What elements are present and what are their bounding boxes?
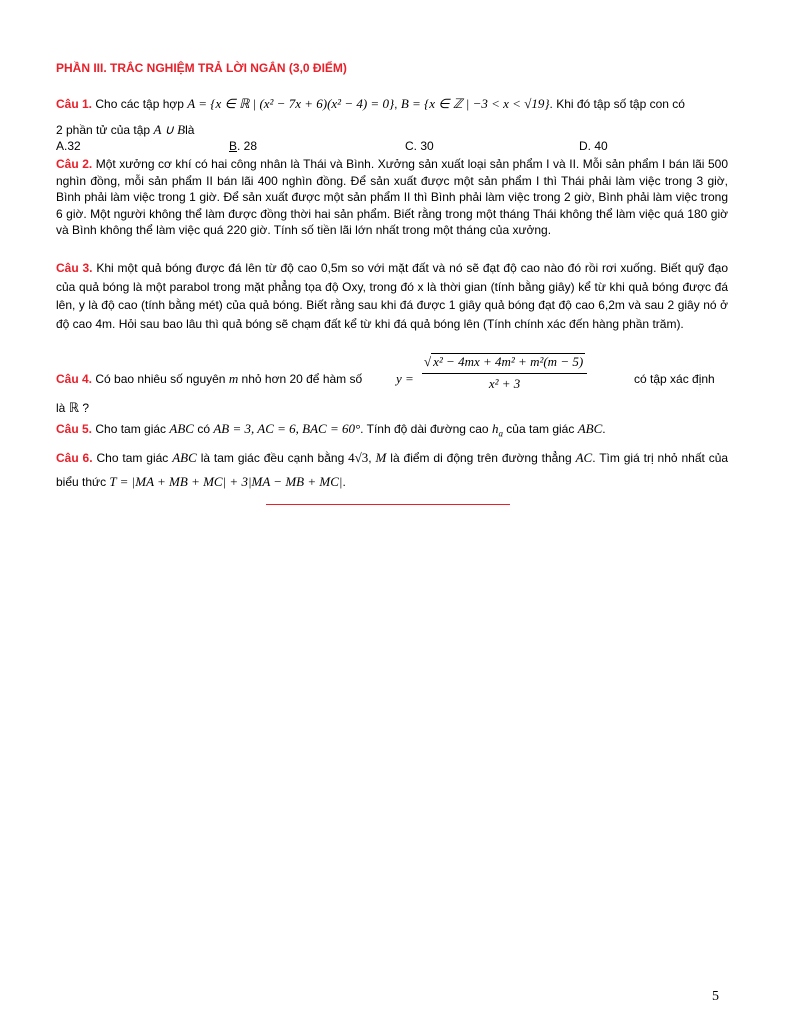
question-text: là điểm di động trên đường thẳng — [390, 451, 572, 465]
triangle-name: ABC — [172, 450, 197, 465]
question-text: có — [197, 422, 210, 436]
question-label: Câu 1. — [56, 97, 93, 111]
triangle-conditions: AB = 3, AC = 6, BAC = 60° — [213, 421, 361, 436]
fraction-denominator: x² + 3 — [488, 375, 521, 391]
question-text: Cho tam giác — [95, 422, 167, 436]
question-text: . Tìm giá trị nhỏ nhất của biểu thức — [56, 451, 729, 489]
question-text: 2 phần tử của tập — [56, 123, 151, 137]
question-3 — [56, 259, 728, 333]
question-2 — [56, 156, 728, 239]
question-text: . Tính độ dài đường cao — [360, 422, 489, 436]
side-length: 4√3 — [348, 450, 369, 465]
option-a[interactable]: A.32 — [56, 139, 81, 153]
option-b-value: . 28 — [237, 139, 258, 153]
section-title: PHẦN III. TRẮC NGHIỆM TRẢ LỜI NGẮN (3,0 ĐIỂM) — [56, 61, 347, 75]
option-c[interactable]: C. 30 — [405, 139, 434, 153]
question-label: Câu 3. — [56, 261, 93, 275]
question-text: của tam giác — [506, 422, 575, 436]
function-y: y = — [396, 371, 414, 386]
variable-m: m — [228, 371, 239, 386]
question-4 — [56, 352, 728, 396]
question-text: nhỏ hơn 20 để hàm số — [241, 372, 363, 386]
question-1-line-2 — [56, 122, 728, 139]
fraction-numerator: √ x² − 4mx + 4m² + m²(m − 5) — [422, 354, 587, 374]
question-text: là — [56, 401, 66, 415]
expression-t: T = |MA + MB + MC| + 3|MA − MB + MC| — [109, 474, 343, 489]
question-text: . — [602, 422, 606, 436]
question-text: Cho tam giác — [96, 451, 169, 465]
line-ac: AC — [575, 450, 593, 465]
question-text: . — [342, 475, 346, 489]
question-text: . Khi đó tập số tập con có — [549, 97, 685, 111]
altitude-symbol: $h_a$ — [491, 421, 503, 439]
option-b-letter: B — [229, 139, 238, 153]
question-text: là — [185, 123, 195, 137]
question-label: Câu 6. — [56, 451, 93, 465]
set-a-formula: A = {x ∈ ℝ | (x² − 7x + 6)(x² − 4) = 0} — [187, 96, 395, 111]
point-m: M — [375, 450, 387, 465]
question-text: có tập xác định — [634, 372, 715, 386]
option-d[interactable]: D. 40 — [579, 139, 608, 153]
question-text: là tam giác đều cạnh bằng — [200, 451, 345, 465]
union-formula: A ∪ B — [153, 122, 186, 137]
question-text: , — [368, 451, 372, 465]
function-fraction — [422, 354, 587, 392]
question-4-line-2 — [56, 400, 728, 417]
set-b-formula: B = {x ∈ ℤ | −3 < x < √19} — [400, 96, 550, 111]
page-number: 5 — [712, 989, 719, 1004]
divider — [266, 504, 510, 505]
domain-set: ℝ — [68, 400, 79, 415]
question-label: Câu 5. — [56, 422, 93, 436]
comma: , — [394, 97, 398, 111]
triangle-name: ABC — [577, 421, 603, 436]
question-label: Câu 4. — [56, 372, 93, 386]
question-text: Có bao nhiêu số nguyên — [95, 372, 226, 386]
question-text: ? — [82, 401, 90, 415]
question-label: Câu 2. — [56, 157, 93, 171]
question-6 — [56, 446, 728, 494]
question-text: Khi một quả bóng được đá lên từ độ cao 0,5m so với mặt đất và nó sẽ đạt độ cao nào đó rồi rơi xuống. Biết quỹ đạo của quả bóng là một parabol trong mặt phẳng tọa độ Oxy, trong đó x là thời gian (tính bằng giây) kể từ khi quả bóng được đá lên, y là độ cao (tính bằng mét) của quả bóng. Biết rằng sau khi đá được 1 giây quả bóng đạt độ cao 6,2m và sau 2 giây nó ở độ cao 4m. Hỏi sau bao lâu thì quả bóng sẽ chạm đất kể từ khi đá quả bóng lên (Tính chính xác đến hàng phần trăm). — [56, 261, 728, 331]
question-5 — [56, 421, 728, 442]
question-text: Cho các tập hợp — [95, 97, 184, 111]
question-text: Một xưởng cơ khí có hai công nhân là Thái và Bình. Xưởng sản xuất loại sản phẩm I và II. Mỗi sản phẩm I bán lãi 500 nghìn đồng, mỗi sản phẩm II bán lãi 400 nghìn đồng. Để sản xuất được một sản phẩm I thì Thái phải làm việc trong 3 giờ, Bình phải làm việc trong 1 giờ. Để sản xuất được một sản phẩm II thì Bình phải làm việc trong 2 giờ, Bình phải làm việc trong 6 giờ. Một người không thể làm được đồng thời hai sản phẩm. Biết rằng trong một tháng Thái không thể làm việc quá 180 giờ và Bình không thể làm việc quá 220 giờ. Tính số tiền lãi lớn nhất trong một tháng của xưởng. — [56, 157, 728, 238]
option-b[interactable] — [229, 139, 257, 153]
question-1-options — [56, 139, 728, 155]
triangle-name: ABC — [169, 421, 194, 436]
question-1 — [56, 96, 728, 113]
